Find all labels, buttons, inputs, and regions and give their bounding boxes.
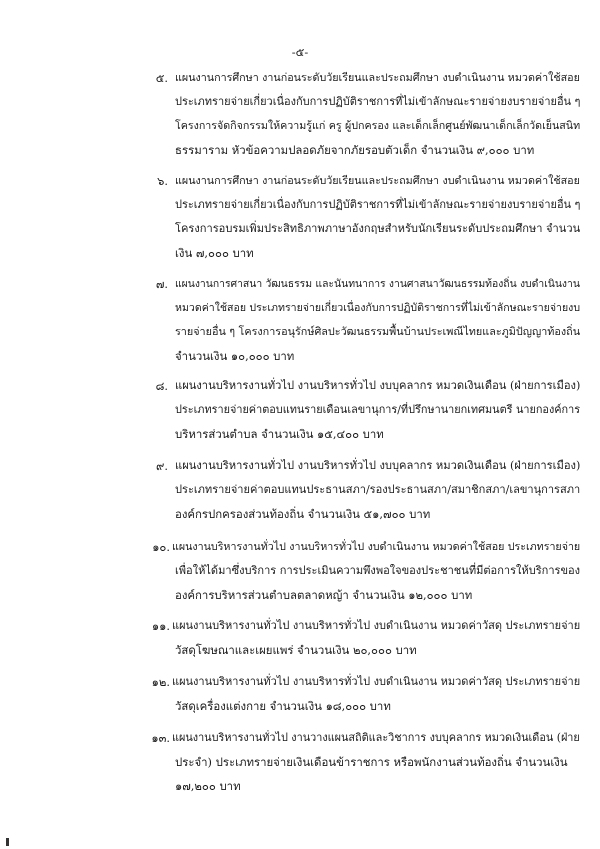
scan-edge-mark [6,838,9,846]
item-line: เงิน ๗,๐๐๐ บาท [175,246,254,260]
item-line: แผนงานบริหารงานทั่วไป งานบริหารทั่วไป งบบุคลากร หมวดเงินเดือน (ฝ่ายการเมือง) [175,459,581,472]
item-line: หมวดค่าใช้สอย ประเภทรายจ่ายเกี่ยวเนื่องกับการปฏิบัติราชการที่ไม่เข้าลักษณะรายจ่ายงบ [175,302,581,314]
item-number: ๑๓. [151,731,170,745]
item-line: วัสดุเครื่องแต่งกาย จำนวนเงิน ๑๘,๐๐๐ บาท [175,699,391,713]
item-line: องค์การบริหารส่วนตำบลตลาดหญ้า จำนวนเงิน ๑๒,๐๐๐ บาท [175,588,473,602]
item-number: ๑๐. [152,540,170,554]
item-line: ประเภทรายจ่ายเกี่ยวเนื่องกับการปฏิบัติราชการที่ไม่เข้าลักษณะรายจ่ายงบรายจ่ายอื่น ๆ [175,198,581,211]
item-line: จำนวนเงิน ๑๐,๐๐๐ บาท [175,349,295,363]
item-line: เพื่อให้ได้มาซึ่งบริการ การประเมินความพึงพอใจของประชาชนที่มีต่อการให้บริการของ [175,564,581,577]
item-line: ๑๗,๒๐๐ บาท [175,779,241,793]
item-line: โครงการจัดกิจกรรมให้ความรู้แก่ ครู ผู้ปกครอง และเด็กเล็กศูนย์พัฒนาเด็กเล็กวัดเย็นสนิท [175,119,581,132]
item-line: แผนงานบริหารงานทั่วไป งานบริหารทั่วไป งบดำเนินงาน หมวดค่าวัสดุ ประเภทรายจ่าย [172,619,581,632]
item-number: ๙. [156,459,168,473]
item-number: ๑๑. [151,619,170,633]
item-number: ๘. [155,379,168,393]
item-line: วัสดุโฆษณาและเผยแพร่ จำนวนเงิน ๒๐,๐๐๐ บาท [175,643,417,657]
page-number: -๕- [291,45,309,59]
item-number: ๕. [155,71,168,85]
item-line: โครงการอบรมเพิ่มประสิทธิภาพภาษาอังกฤษสำหรับนักเรียนระดับประถมศึกษา จำนวน [175,222,581,235]
item-line: ประเภทรายจ่ายค่าตอบแทนประธานสภา/รองประธานสภา/สมาชิกสภา/เลขานุการสภา [175,483,581,496]
item-line: แผนงานการศึกษา งานก่อนระดับวัยเรียนและประถมศึกษา งบดำเนินงาน หมวดค่าใช้สอย [175,174,580,187]
item-line: ประเภทรายจ่ายค่าตอบแทนรายเดือนเลขานุการ/ที่ปรึกษานายกเทศมนตรี นายกองค์การ [175,403,581,416]
item-line: ประจำ) ประเภทรายจ่ายเงินเดือนข้าราชการ หรือพนักงานส่วนท้องถิ่น จำนวนเงิน [175,755,568,769]
item-line: รายจ่ายอื่น ๆ โครงการอนุรักษ์ศิลปะวัฒนธรรมพื้นบ้านประเพณีไทยและภูมิปัญญาท้องถิ่น [175,325,581,338]
item-line: บริหารส่วนตำบล จำนวนเงิน ๑๕,๔๐๐ บาท [175,427,384,441]
item-line: ธรรมาราม หัวข้อความปลอดภัยจากภัยรอบตัวเด็ก จำนวนเงิน ๙,๐๐๐ บาท [175,143,535,157]
item-line: ประเภทรายจ่ายเกี่ยวเนื่องกับการปฏิบัติราชการที่ไม่เข้าลักษณะรายจ่ายงบรายจ่ายอื่น ๆ [175,95,581,108]
item-number: ๑๒. [151,675,170,689]
item-line: แผนงานการศึกษา งานก่อนระดับวัยเรียนและประถมศึกษา งบดำเนินงาน หมวดค่าใช้สอย [175,71,580,84]
item-number: ๗. [155,277,168,291]
item-line: แผนงานบริหารงานทั่วไป งานบริหารทั่วไป งบดำเนินงาน หมวดค่าใช้สอย ประเภทรายจ่าย [172,540,581,553]
item-line: แผนงานบริหารงานทั่วไป งานวางแผนสถิติและวิชาการ งบบุคลากร หมวดเงินเดือน (ฝ่าย [172,731,580,744]
item-line: แผนงานการศาสนา วัฒนธรรม และนันทนาการ งานศาสนาวัฒนธรรมท้องถิ่น งบดำเนินงาน [175,278,580,290]
item-line: แผนงานบริหารงานทั่วไป งานบริหารทั่วไป งบบุคลากร หมวดเงินเดือน (ฝ่ายการเมือง) [175,379,581,392]
item-line: องค์กรปกครองส่วนท้องถิ่น จำนวนเงิน ๕๑,๗๐๐ บาท [175,507,431,521]
item-line: แผนงานบริหารงานทั่วไป งานบริหารทั่วไป งบดำเนินงาน หมวดค่าวัสดุ ประเภทรายจ่าย [172,675,581,688]
item-number: ๖. [157,174,168,188]
